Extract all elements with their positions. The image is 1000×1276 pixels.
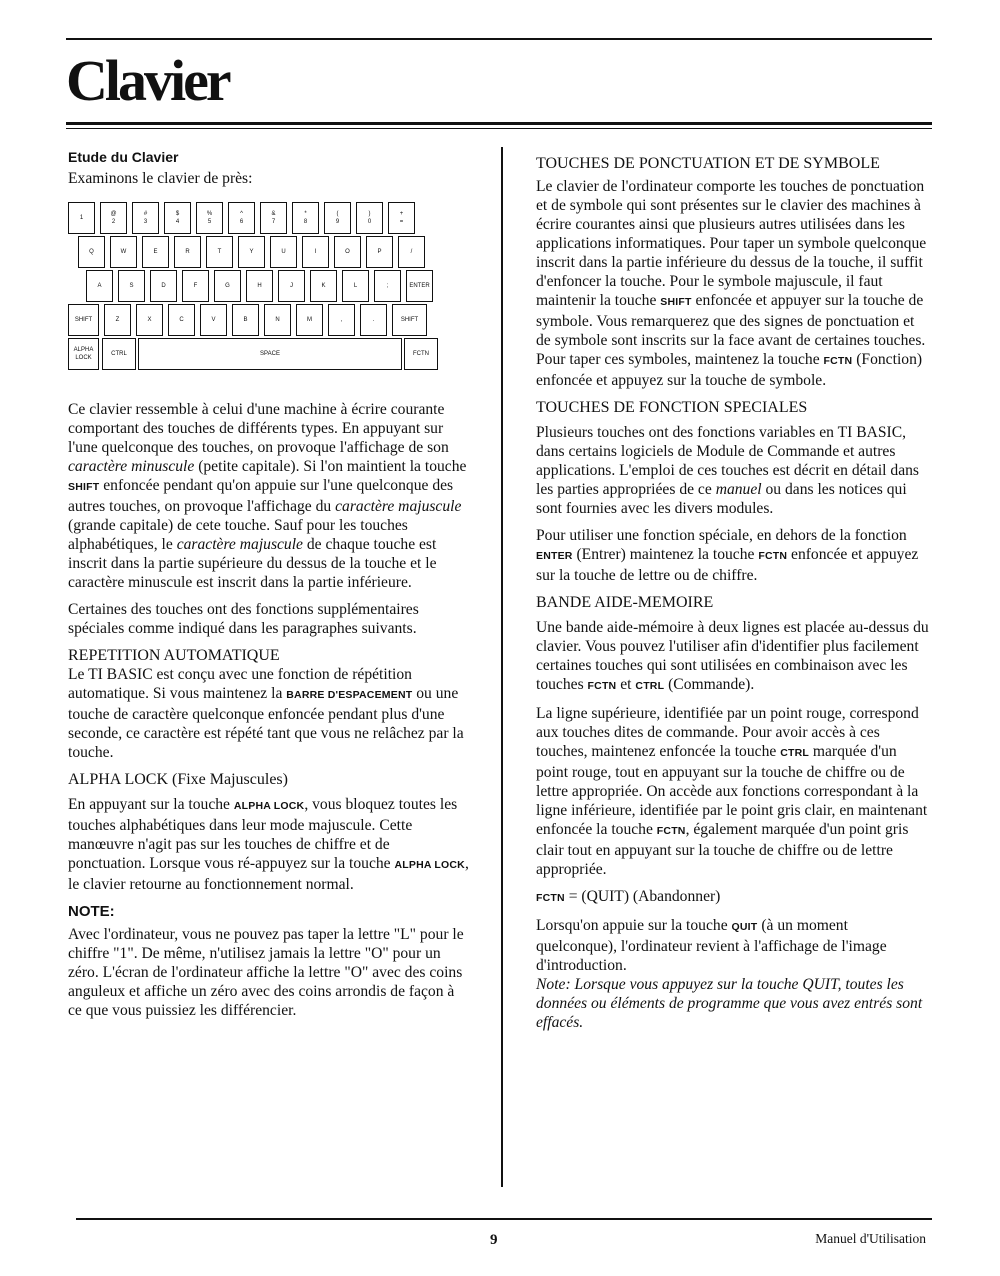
key-c: C	[168, 304, 195, 336]
note-heading: NOTE:	[68, 903, 115, 920]
key-i: I	[302, 236, 329, 268]
key-d: D	[150, 270, 177, 302]
section-heading: Etude du Clavier	[68, 149, 179, 165]
key-v: V	[200, 304, 227, 336]
key-/: /	[398, 236, 425, 268]
key-name-fctn: FCTN	[758, 550, 788, 562]
key-t: T	[206, 236, 233, 268]
key-e: E	[142, 236, 169, 268]
key-a: A	[86, 270, 113, 302]
key-.: .	[360, 304, 387, 336]
key-u: U	[270, 236, 297, 268]
left-column	[68, 148, 470, 1028]
key-5: % 5	[196, 202, 223, 234]
paragraph-alpha-lock: En appuyant sur la touche ALPHA LOCK, vous bloquez toutes les touches alphabétiques dans leur mode majuscule. Cette manœuvre n'agit pas sur les touches de chiffre et de ponctuation. Lorsque vous ré-appuyez sur la touche ALPHA LOCK, le clavier retourne au fonctionnement normal.	[68, 796, 469, 893]
key-8: * 8	[292, 202, 319, 234]
intro-text: Examinons le clavier de près:	[68, 170, 253, 187]
key-name-shift: SHIFT	[68, 481, 100, 493]
title-rule-thick	[66, 122, 932, 125]
heading-memory-strip: BANDE AIDE-MEMOIRE	[536, 594, 714, 611]
heading-special-functions: TOUCHES DE FONCTION SPECIALES	[536, 399, 808, 416]
paragraph-punctuation: Le clavier de l'ordinateur comporte les touches de ponctuation et de symbole qui sont présentes sur le clavier des machines à écrire courantes ainsi que plusieurs autres utilisées dans les applications informatiques. Pour taper un symbole quelconque inscrit dans la partie inférieure du dessus de la touche, il suffit d'enfoncer la touche. Pour le symbole majuscule, il faut maintenir la touche SHIFT enfoncée et appuyer sur la touche de symbole. Vous remarquerez que des signes de ponctuation et de symbole sont inscrits sur la face avant de certaines touches. Pour taper ces symboles, maintenez la touche FCTN (Fonction) enfoncée et appuyez sur la touche de symbole.	[536, 178, 927, 389]
paragraph-functions-1: Plusieurs touches ont des fonctions variables en TI BASIC, dans certains logiciels de Module de Commande et autres applications. L'emploi de ces touches est décrit en détail dans les parties appropriées de ce manuel ou dans les notices qui sont fournies avec les divers modules.	[536, 424, 919, 517]
key-space: SPACE	[138, 338, 402, 370]
key-name-fctn: FCTN	[587, 680, 617, 692]
right-column	[536, 148, 932, 1040]
key-l: L	[342, 270, 369, 302]
column-divider	[501, 147, 503, 1187]
key-m: M	[296, 304, 323, 336]
key-shift: SHIFT	[392, 304, 427, 336]
key-1: 1	[68, 202, 95, 234]
paragraph-memory-strip-1: Une bande aide-mémoire à deux lignes est placée au-dessus du clavier. Vous pouvez l'utiliser afin d'identifier plus facilement certaines touches qui sont utilisées en combinaison avec les touches FCTN et CTRL (Commande).	[536, 619, 929, 693]
key-f: F	[182, 270, 209, 302]
page-number: 9	[490, 1232, 498, 1248]
paragraph-functions-2: Pour utiliser une fonction spéciale, en dehors de la fonction ENTER (Entrer) maintenez la touche FCTN enfoncée et appuyez sur la touche de lettre ou de chiffre.	[536, 527, 919, 584]
key-7: & 7	[260, 202, 287, 234]
key-enter: ENTER	[406, 270, 433, 302]
key-name-enter: ENTER	[536, 550, 573, 562]
key-y: Y	[238, 236, 265, 268]
key-2: @ 2	[100, 202, 127, 234]
title-rule-thin	[66, 128, 932, 129]
key-o: O	[334, 236, 361, 268]
key-r: R	[174, 236, 201, 268]
key-fctn: FCTN	[404, 338, 438, 370]
quit-note: Note: Lorsque vous appuyez sur la touche QUIT, toutes les données ou éléments de programme que vous avez entrés sont effacés.	[536, 976, 923, 1031]
quit-line: FCTN = (QUIT) (Abandonner)	[536, 888, 721, 905]
key-,: ,	[328, 304, 355, 336]
key-name-alpha-lock: ALPHA LOCK	[394, 859, 465, 871]
key-j: J	[278, 270, 305, 302]
paragraph-quit: Lorsqu'on appuie sur la touche QUIT (à un moment quelconque), l'ordinateur revient à l'affichage de l'image d'introduction.	[536, 917, 887, 974]
key-name-fctn: FCTN	[536, 892, 565, 904]
key-0: ) 0	[356, 202, 383, 234]
key-k: K	[310, 270, 337, 302]
key-name-ctrl: CTRL	[780, 747, 809, 759]
page-title: Clavier	[66, 48, 229, 113]
key-w: W	[110, 236, 137, 268]
bottom-rule	[76, 1218, 932, 1220]
key-3: # 3	[132, 202, 159, 234]
key-h: H	[246, 270, 273, 302]
key-;: ;	[374, 270, 401, 302]
key-name-fctn: FCTN	[823, 355, 853, 367]
paragraph-repetition: Le TI BASIC est conçu avec une fonction de répétition automatique. Si vous maintenez la BARRE D'ESPACEMENT ou une touche de caractère quelconque enfoncée pendant plus d'une seconde, ce caractère est répété tant que vous ne relâchez par la touche.	[68, 666, 464, 761]
key-4: $ 4	[164, 202, 191, 234]
paragraph-keyboard-description: Ce clavier ressemble à celui d'une machine à écrire courante comportant des touches de différents types. En appuyant sur l'une quelconque des touches, on provoque l'affichage de son caractère minuscule (petite capitale). Si l'on maintient la touche SHIFT enfoncée pendant qu'on appuie sur l'une quelconque des autres touches, on provoque l'affichage du caractère majuscule (grande capitale) de cete touche. Sauf pour les touches alphabétiques, le caractère majuscule de chaque touche est inscrit dans la partie supérieure du dessus de la touche et le caractère minuscule est inscrit dans la partie inférieure.	[68, 401, 467, 591]
key-b: B	[232, 304, 259, 336]
key-g: G	[214, 270, 241, 302]
key-9: ( 9	[324, 202, 351, 234]
paragraph-note: Avec l'ordinateur, vous ne pouvez pas taper la lettre "L" pour le chiffre "1". De même, n'utilisez jamais la lettre "O" pour un zéro. L'écran de l'ordinateur affiche la lettre "O" avec des coins anguleux et affiche un zéro avec des coins arrondis de façon à ce que vous puissiez les différencier.	[68, 926, 464, 1019]
key-6: ^ 6	[228, 202, 255, 234]
key-name-shift: SHIFT	[660, 296, 692, 308]
key-name-space-bar: BARRE D'ESPACEMENT	[286, 689, 413, 701]
heading-punctuation: TOUCHES DE PONCTUATION ET DE SYMBOLE	[536, 155, 880, 172]
key-p: P	[366, 236, 393, 268]
top-rule	[66, 38, 932, 40]
key-n: N	[264, 304, 291, 336]
footer-manual-title: Manuel d'Utilisation	[815, 1231, 926, 1246]
key-name-fctn: FCTN	[656, 825, 686, 837]
heading-alpha-lock: ALPHA LOCK (Fixe Majuscules)	[68, 771, 288, 788]
key-x: X	[136, 304, 163, 336]
key-z: Z	[104, 304, 131, 336]
key-shift: SHIFT	[68, 304, 99, 336]
paragraph-special-functions: Certaines des touches ont des fonctions supplémentaires spéciales comme indiqué dans les paragraphes suivants.	[68, 601, 419, 637]
paragraph-memory-strip-2: La ligne supérieure, identifiée par un point rouge, correspond aux touches dites de commande. Pour avoir accès à ces touches, maintenez enfoncée la touche CTRL marquée d'un point rouge, tout en appuyant sur la touche de chiffre ou de lettre appropriée. On accède aux fonctions correspondant à la ligne inférieure, identifiée par le point gris clair, en maintenant enfoncée la touche FCTN, également marquée d'un point gris clair tout en appuyant sur la touche de chiffre ou de lettre appropriée.	[536, 705, 928, 878]
key-name-alpha-lock: ALPHA LOCK	[233, 800, 305, 812]
key-alpha-lock: ALPHA LOCK	[68, 338, 99, 370]
key-name-quit: QUIT	[731, 921, 758, 933]
heading-repetition: REPETITION AUTOMATIQUE	[68, 647, 280, 664]
key-ctrl: CTRL	[102, 338, 136, 370]
key-s: S	[118, 270, 145, 302]
key-name-ctrl: CTRL	[635, 680, 665, 692]
keyboard-diagram	[68, 202, 438, 370]
key-=: + =	[388, 202, 415, 234]
key-q: Q	[78, 236, 105, 268]
